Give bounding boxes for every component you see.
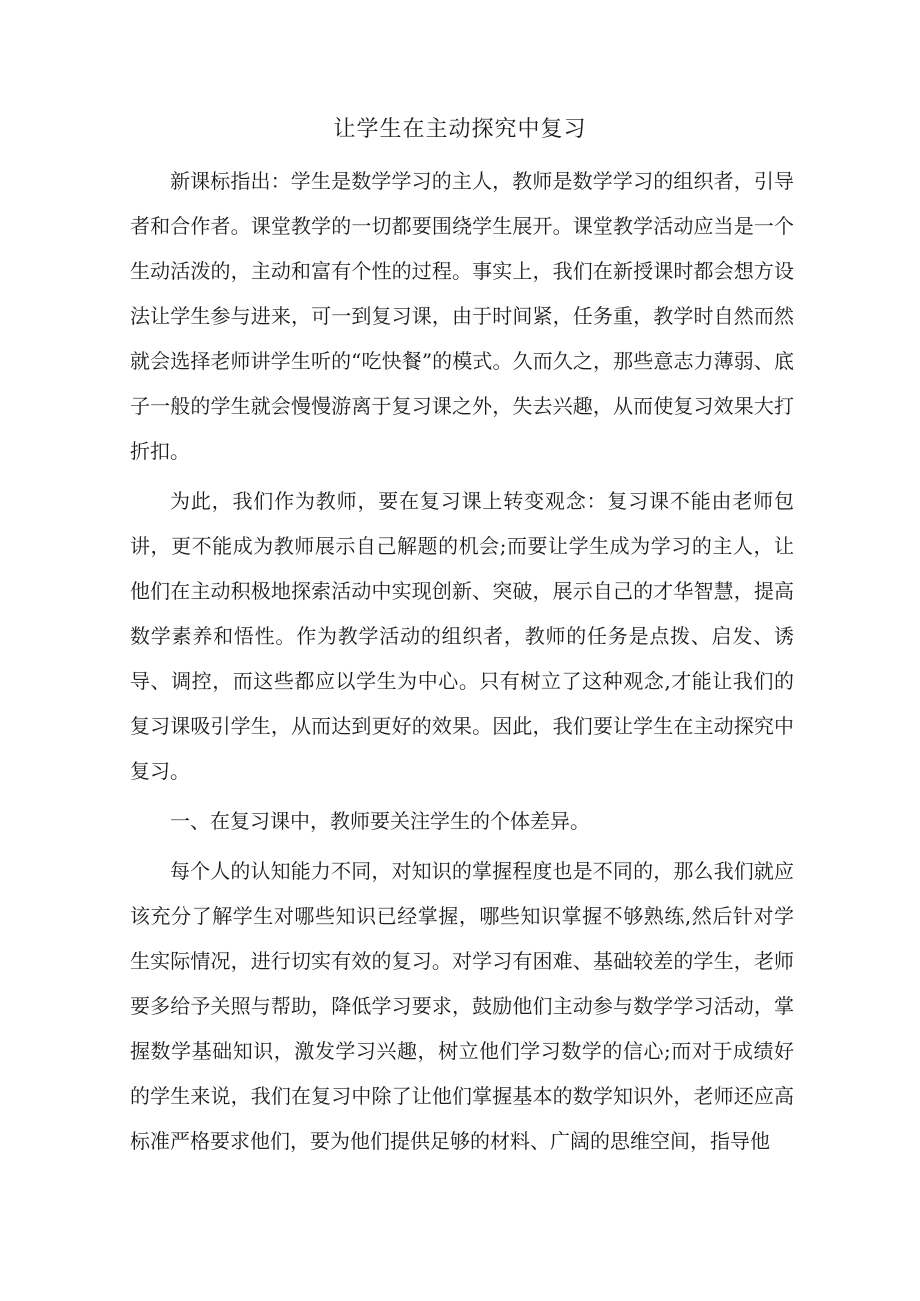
section-heading-1: 一、在复习课中，教师要关注学生的个体差异。 [170,809,590,833]
document-body [130,159,794,1164]
paragraph-intro: 新课标指出：学生是数学学习的主人，教师是数学学习的组织者，引导者和合作者。课堂教学的一切都要围绕学生展开。课堂教学活动应当是一个生动活泼的，主动和富有个性的过程。事实上，我们在新授课时都会想方设法让学生参与进来，可一到复习课，由于时间紧，任务重，教学时自然而然就会选择老师讲学生听的“吃快餐”的模式。久而久之，那些意志力薄弱、底子一般的学生就会慢慢游离于复习课之外，失去兴趣，从而使复习效果大打折扣。 [130,169,794,463]
paragraph-concept: 为此，我们作为教师，要在复习课上转变观念：复习课不能由老师包讲，更不能成为教师展示自己解题的机会;而要让学生成为学习的主人，让他们在主动积极地探索活动中实现创新、突破，展示自己的才华智慧，提高数学素养和悟性。作为教学活动的组织者，教师的任务是点拨、启发、诱导、调控，而这些都应以学生为中心。只有树立了这种观念,才能让我们的复习课吸引学生，从而达到更好的效果。因此，我们要让学生在主动探究中复习。 [130,489,794,783]
document-title: 让学生在主动探究中复习 [333,117,587,142]
paragraph-individual-differences: 每个人的认知能力不同，对知识的掌握程度也是不同的，那么我们就应该充分了解学生对哪些知识已经掌握，哪些知识掌握不够熟练,然后针对学生实际情况，进行切实有效的复习。对学习有困难、基础较差的学生，老师要多给予关照与帮助，降低学习要求，鼓励他们主动参与数学学习活动，掌握数学基础知识，激发学习兴趣，树立他们学习数学的信心;而对于成绩好的学生来说，我们在复习中除了让他们掌握基本的数学知识外，老师还应高标准严格要求他们，要为他们提供足够的材料、广阔的思维空间，指导他 [130,859,794,1153]
